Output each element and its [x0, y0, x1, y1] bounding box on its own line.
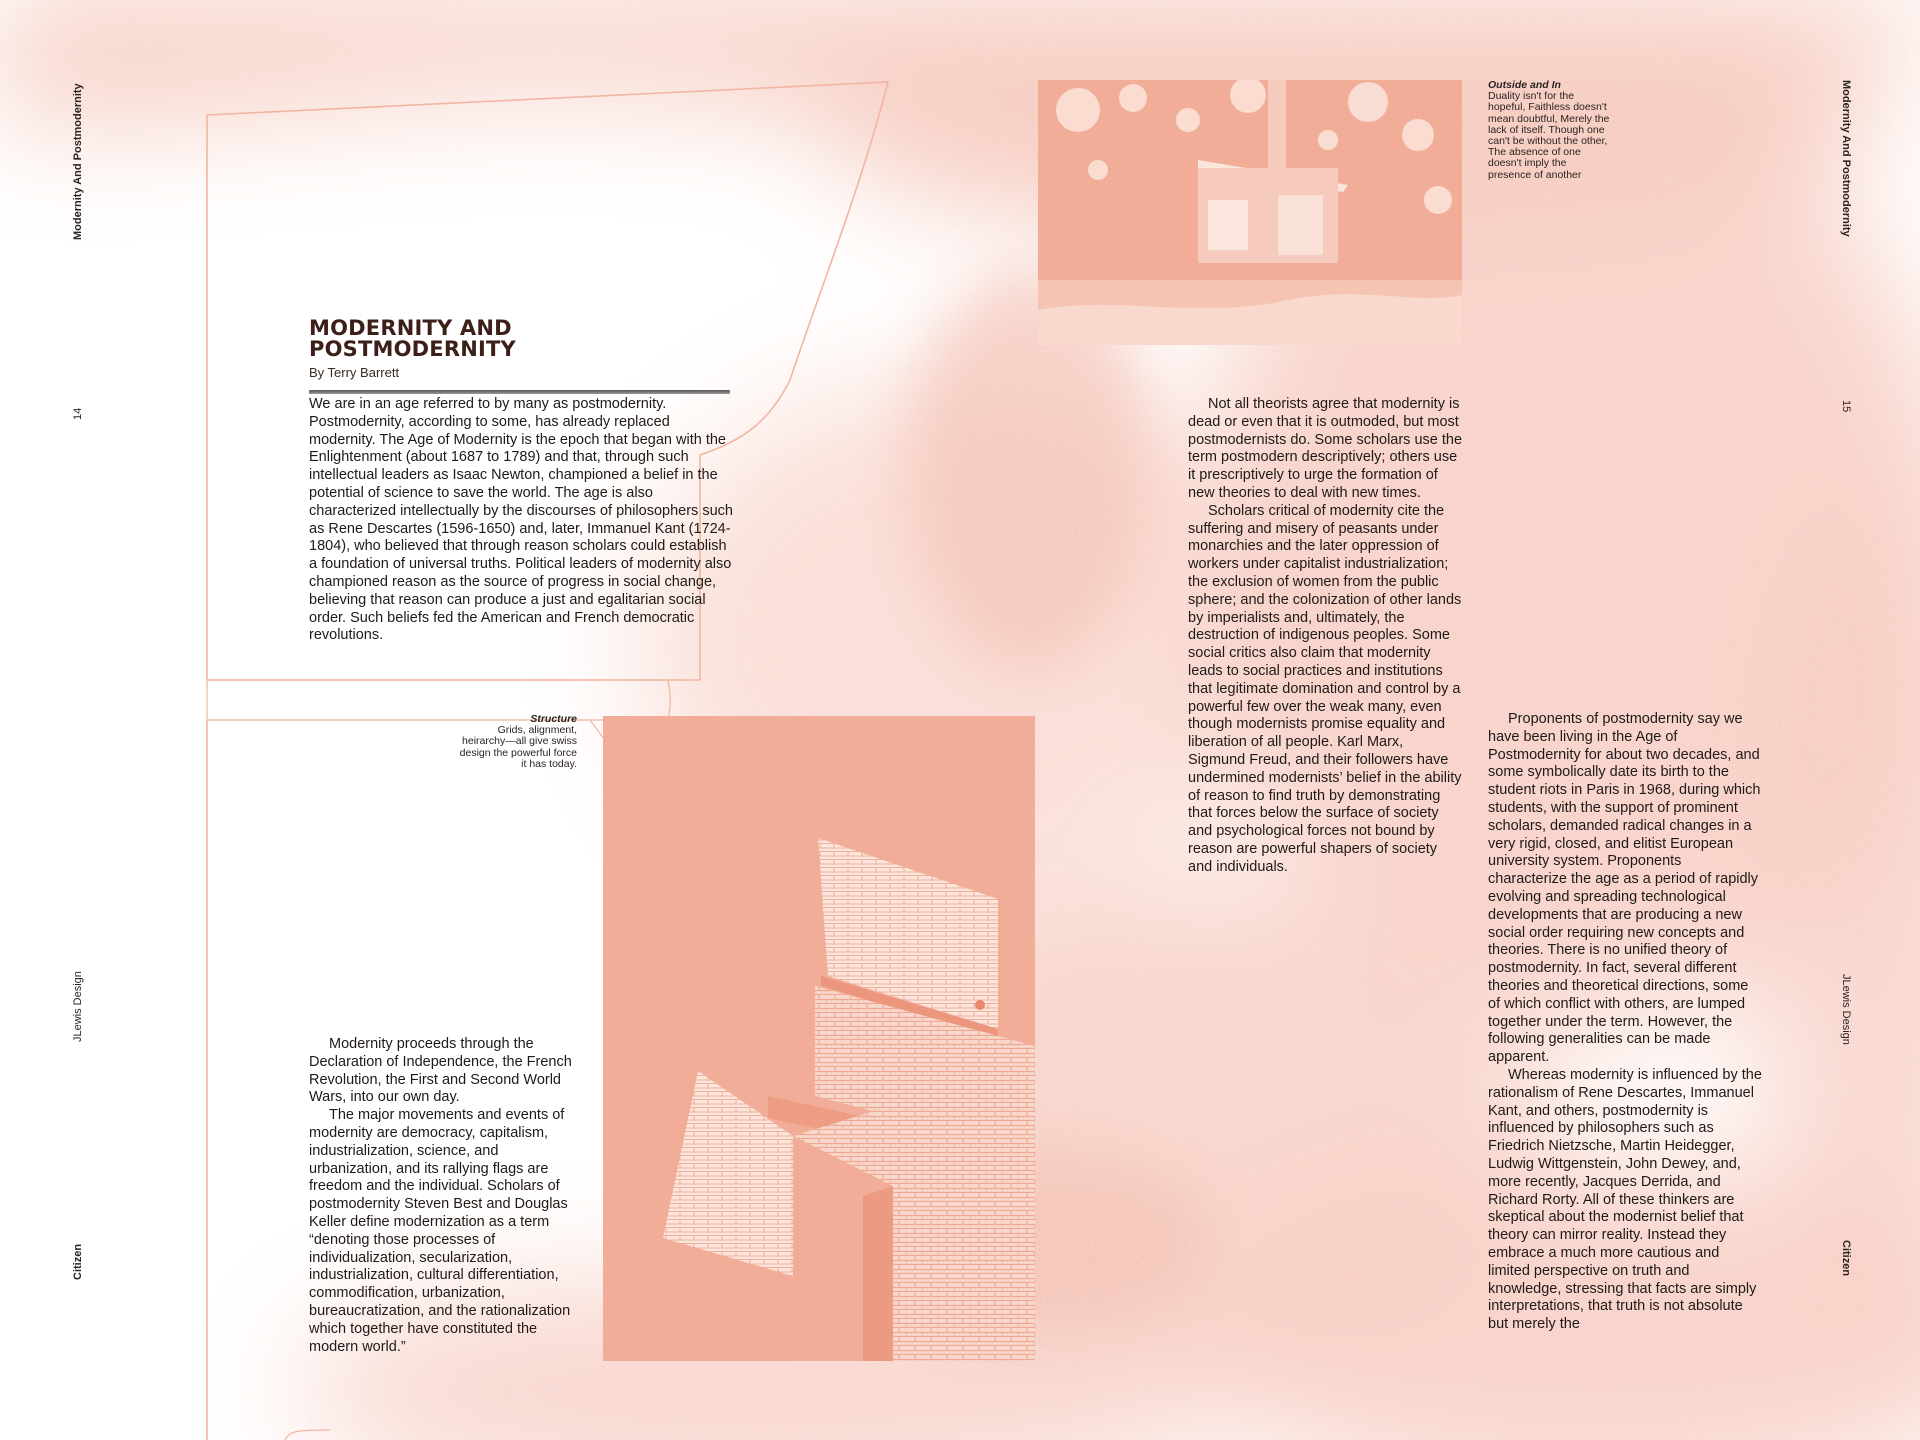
- running-head-left-studio: JLewis Design: [72, 971, 84, 1042]
- house-door: [1278, 195, 1323, 255]
- wall-light: [975, 1000, 985, 1010]
- col3-paragraph-2: Scholars critical of modernity cite the suffering and misery of peasants under monarchies and the later oppression of workers under capitalist industrialization; the exclusion of women from the public sphere; and the colonization of other lands by imperialists and, ultimately, the destruction of indigenous peoples. Some social critics also claim that modernity leads to social practices and institutions that legitimate domination and control by a powerful few over the weak many, even though modernists promise equality and liberation of all people. Karl Marx, Sigmund Freud, and their followers have undermined modernists’ belief in the ability of reason to find truth by demonstrating that forces below the surface of society and psychological forces not bound by reason are powerful shapers of society and individuals.: [1188, 502, 1462, 875]
- title-rule: [309, 390, 730, 394]
- corner-shadow: [863, 1186, 893, 1361]
- running-head-left-section: Modernity And Postmodernity: [72, 83, 84, 240]
- caption-outside-text: Duality isn't for the hopeful, Faithless doesn't mean doubtful, Merely the lack of itself. Though one can't be without the other, The absence of one doesn't imply the presence of another: [1488, 90, 1610, 181]
- page-number-left: 14: [72, 407, 84, 420]
- col3-paragraph-1: Not all theorists agree that modernity is dead or even that it is outmoded, but most postmodernists do. Some scholars use the term postmodern descriptively; others use it prescriptively to urge the formation of new theories to deal with new times.: [1188, 396, 1463, 501]
- col4-paragraph-2: Whereas modernity is influenced by the rationalism of Rene Descartes, Immanuel Kant, and others, postmodernity is influenced by philosophers such as Friedrich Nietzsche, Martin Heidegger, Ludwig Wittgenstein, John Dewey, and, more recently, Jacques Derrida, and Richard Rorty. All of these thinkers are skeptical about the modernist belief that theory can mirror reality. Instead they embrace a much more cautious and limited perspective on truth and knowledge, stressing that facts are simply interpretations, that truth is not absolute but merely the: [1488, 1066, 1762, 1333]
- photo-brick-building: [603, 716, 1035, 1361]
- col2-paragraph-1: Modernity proceeds through the Declaration of Independence, the French Revolution, the First and Second World Wars, into our own day.: [309, 1036, 572, 1106]
- intro-column: [309, 396, 734, 645]
- col2-paragraph-2: The major movements and events of modernity are democracy, capitalism, industrialization, science, and urbanization, and its rallying flags are freedom and the individual. Scholars of postmodernity Steven Best and Douglas Keller define modernization as a term “denoting those processes of individualization, secularization, industrialization, cultural differentiation, commodification, urbanization, bureaucratization, and the rationalization which together have constituted the modern world.”: [309, 1107, 571, 1355]
- caption-structure-title: Structure: [530, 713, 577, 725]
- intro-paragraph: We are in an age referred to by many as postmodernity. Postmodernity, according to some, has already replaced modernity. The Age of Modernity is the epoch that began with the Enlightenment (about 1687 to 1789) and that, through such intellectual leaders as Isaac Newton, championed a belief in the potential of science to save the world. The age is also characterized intellectually by the discourses of philosophers such as Rene Descartes (1596-1650) and, later, Immanuel Kant (1724-1804), who believed that through reason scholars could establish a foundation of universal truths. Political leaders of modernity also championed reason as the source of progress in social change, believing that reason can produce a just and egalitarian social order. Such beliefs fed the American and French democratic revolutions.: [309, 396, 733, 644]
- caption-outside-and-in: [1488, 80, 1610, 181]
- running-head-right-publication: Citizen: [1840, 1240, 1852, 1277]
- byline: By Terry Barrett: [309, 365, 400, 380]
- page-number-right: 15: [1840, 400, 1852, 413]
- caption-structure-text: Grids, alignment, heirarchy—all give swiss design the powerful force it has today.: [459, 724, 577, 770]
- theorists-column: [1188, 396, 1463, 877]
- postmodernity-column: [1488, 711, 1763, 1334]
- front-wall: [793, 1096, 1035, 1361]
- photo-house-trees: [1038, 80, 1462, 345]
- house-trees-illustration: [1038, 80, 1462, 345]
- caption-structure: [458, 714, 577, 770]
- caption-outside-title: Outside and In: [1488, 79, 1561, 91]
- col4-paragraph-1: Proponents of postmodernity say we have been living in the Age of Postmodernity for about two decades, and some symbolically date its birth to the student riots in Paris in 1968, during which students, with the support of prominent scholars, demanded radical changes in a very rigid, closed, and elitist European university system. Proponents characterize the age as a period of rapidly evolving and spreading technological developments that are producing a new social order requiring new concepts and theories. There is no unified theory of postmodernity. In fact, several different theories and theoretical directions, some of which conflict with others, are lumped together under the term. However, the following generalities can be made apparent.: [1488, 711, 1761, 1066]
- house-window: [1208, 200, 1248, 250]
- modernity-column: [309, 1036, 574, 1356]
- brick-building-illustration: [603, 716, 1035, 1361]
- running-head-right-section: Modernity And Postmodernity: [1840, 80, 1852, 237]
- running-head-left-publication: Citizen: [72, 1243, 84, 1280]
- running-head-right-studio: JLewis Design: [1840, 974, 1852, 1045]
- article-title: MODERNITY AND POSTMODERNITY: [309, 316, 516, 361]
